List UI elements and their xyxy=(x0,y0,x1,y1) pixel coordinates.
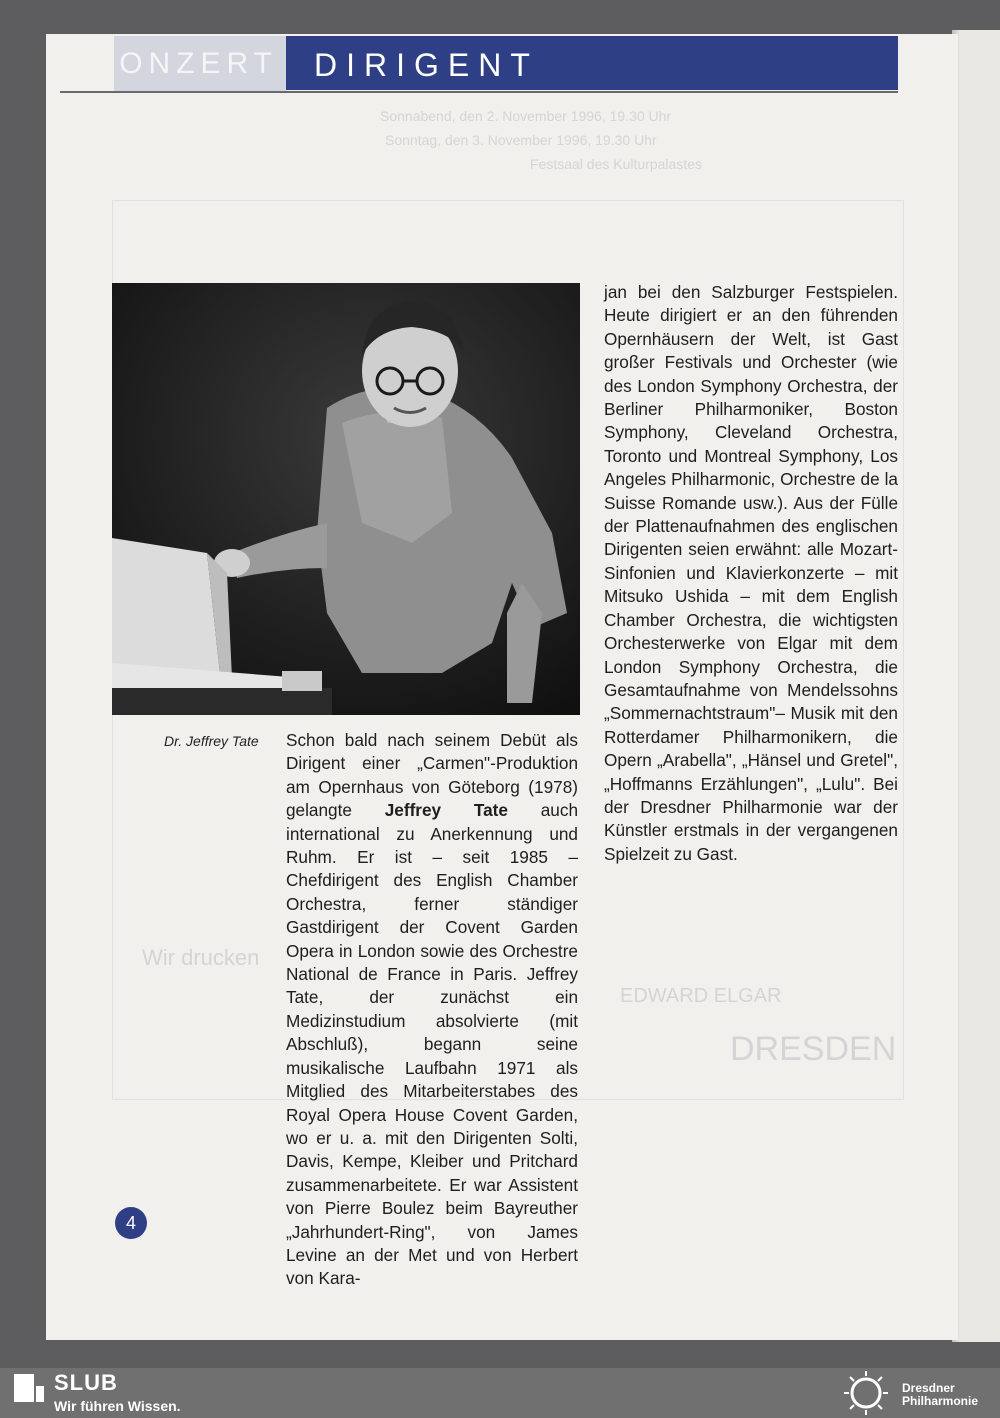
article-text: Schon bald nach seinem Debüt als Dirigent einer „Carmen"-Produktion am Opernhaus von Göteborg (1978) gelangte xyxy=(286,730,578,821)
slub-logo-icon xyxy=(12,1372,46,1406)
library-tagline: Wir führen Wissen. xyxy=(54,1398,181,1414)
header-ghost-title: ONZERT xyxy=(114,36,286,92)
conductor-name: Jeffrey Tate xyxy=(384,800,508,821)
article-text: jan bei den Salzburger Festspielen. Heute dirigiert er an den führenden Opernhäusern der Welt, ist Gast großer Festivals und Orchester (wie des London Symphony Orchestra, der Berliner Philharmoniker, Boston Symphony, Cleveland Orchestra, Toronto und Montreal Symphony, Los Angeles Philharmonic, Orchestre de la Suisse Romande usw.). Aus der Fülle der Plattenaufnahmen des englischen Dirigenten seien erwähnt: alle Mozart-Sinfonien und Klavierkonzerte – mit Mitsuko Ushida – mit dem English Chamber Orchestra, die wichtigsten Orchesterwerke von Elgar mit dem London Symphony Orchestra, die Gesamtaufnahme von Mendelssohns „Sommernachtstraum"– Musik mit den Rotterdamer Philharmonikern, die Opern „Arabella", „Hänsel und Gretel", „Hoffmanns Erzählungen", „Lulu". Bei der Dresdner Philharmonie war der Künstler erstmals in der vergangenen Spielzeit zu Gast. xyxy=(604,282,898,864)
bleed-through-line: EDWARD ELGAR xyxy=(620,985,782,1007)
partner-name-line: Philharmonie xyxy=(902,1394,979,1408)
next-page-edge xyxy=(958,30,1000,1342)
conductor-photo xyxy=(112,283,580,715)
library-name: SLUB xyxy=(54,1370,118,1395)
bleed-through-line: Sonnabend, den 2. November 1996, 19.30 Uhr xyxy=(380,108,672,124)
footer-bar xyxy=(0,1368,1000,1418)
bleed-through-line: Festsaal des Kulturpalastes xyxy=(530,156,702,172)
bleed-through-line: Wir drucken xyxy=(142,945,260,970)
article-text: auch international zu Anerkennung und Ruhm. Er ist – seit 1985 – Chefdirigent des English Chamber Orchestra, ferner ständiger Gastdirigent der Covent Garden Opera in London sowie des Orchestre National de France in Paris. Jeffrey Tate, der zunächst ein Medizinstudium absolvierte (mit Abschluß), begann seine musikalische Laufbahn 1971 als Mitglied des Mitarbeiterstabes des Royal Opera House Covent Garden, wo er u. a. mit den Dirigenten Solti, Davis, Kempe, Kleiber und Pritchard zusammenarbeitete. Er war Assistent von Pierre Boulez beim Bayreuther „Jahrhundert-Ring", von James Levine an der Met und von Herbert von Kara- xyxy=(286,800,578,1289)
section-header-band xyxy=(286,36,898,90)
photo-caption: Dr. Jeffrey Tate xyxy=(164,733,259,749)
article-column-left xyxy=(286,729,578,1291)
article-column-right xyxy=(604,281,898,866)
partner-name xyxy=(902,1382,978,1408)
section-title: DIRIGENT xyxy=(314,47,539,83)
page-number-badge: 4 xyxy=(115,1207,147,1239)
bleed-through-line: Sonntag, den 3. November 1996, 19.30 Uhr xyxy=(385,132,657,148)
partner-name-line: Dresdner xyxy=(902,1381,955,1395)
header-rule xyxy=(60,91,898,93)
bleed-through-line: DRESDEN xyxy=(730,1030,897,1068)
philharmonie-logo-icon xyxy=(842,1370,890,1416)
